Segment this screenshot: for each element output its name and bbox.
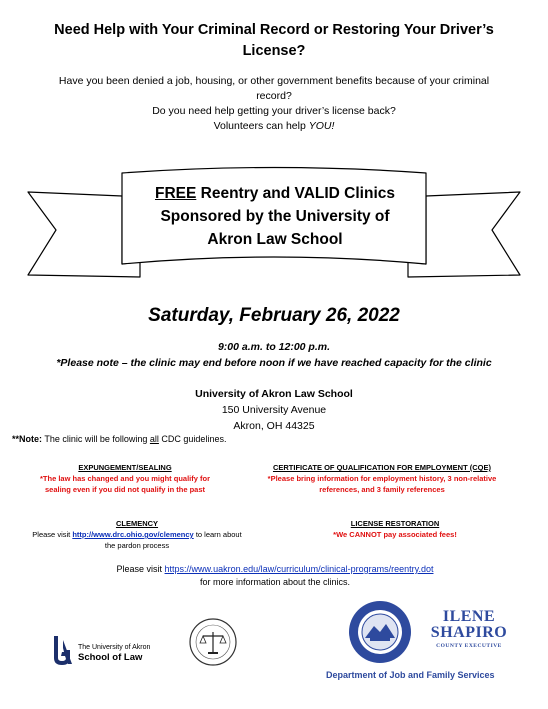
- section-expungement: [20, 462, 230, 495]
- expungement-line-2: sealing even if you did not qualify in the past: [44, 485, 206, 494]
- event-time-block: [0, 339, 548, 371]
- banner-line-1: [125, 182, 425, 205]
- ua-name: The University of Akron: [78, 644, 151, 651]
- section-cqe: [232, 462, 532, 495]
- heading-line-2: License?: [242, 43, 306, 59]
- more-info-prefix: Please visit: [116, 564, 165, 574]
- venue-name: University of Akron Law School: [195, 388, 353, 400]
- clemency-visit-text: Please visit: [32, 530, 73, 539]
- scales-seal-icon: [188, 617, 238, 667]
- county-executive-label: COUNTY EXECUTIVE: [436, 643, 502, 649]
- venue-street: 150 University Avenue: [221, 404, 327, 416]
- clemency-line-1: [12, 529, 262, 540]
- note-text-2: CDC guidelines.: [158, 434, 227, 444]
- heading-line-1: Need Help with Your Criminal Record or Restoring Your Driver’s: [54, 22, 494, 38]
- license-line-1: *We CANNOT pay associated fees!: [333, 530, 457, 539]
- intro-question-1a: Have you been denied a job, housing, or other government benefits because of your criminal: [58, 75, 490, 87]
- cqe-title: CERTIFICATE OF QUALIFICATION FOR EMPLOYMENT (CQE): [272, 463, 492, 472]
- cdc-note: [12, 434, 226, 444]
- more-info-line-2: for more information about the clinics.: [199, 577, 351, 587]
- more-info-line-1: [90, 563, 460, 576]
- banner-line-2: Sponsored by the University of: [160, 208, 390, 225]
- clemency-learn-text: to learn about: [193, 530, 242, 539]
- reentry-link[interactable]: https://www.uakron.edu/law/curriculum/clinical-programs/reentry.dot: [164, 564, 434, 574]
- flyer-heading: [14, 20, 534, 62]
- clemency-title: CLEMENCY: [115, 519, 159, 528]
- more-info: [90, 563, 460, 589]
- clemency-link[interactable]: http://www.drc.ohio.gov/clemency: [72, 530, 194, 539]
- cqe-line-2: references, and 3 family references: [319, 485, 445, 494]
- banner-free: FREE: [154, 185, 197, 202]
- banner-clinics: Reentry and VALID Clinics: [196, 185, 395, 202]
- ilene-last-name: SHAPIRO: [430, 624, 508, 641]
- ilene-shapiro-logo: [414, 609, 524, 649]
- intro-question-1b: record?: [256, 90, 292, 102]
- event-date: Saturday, February 26, 2022: [148, 305, 400, 326]
- capacity-note: *Please note – the clinic may end before noon if we have reached capacity for the clinic: [56, 357, 492, 369]
- intro-question-3: [20, 119, 528, 134]
- venue-address: [150, 386, 398, 434]
- county-of-summit-seal-icon: [348, 600, 412, 664]
- section-clemency: [12, 518, 262, 551]
- ua-logo-text: [78, 643, 150, 663]
- ua-logo-icon: [52, 636, 74, 666]
- intro-you-emphasis: YOU!: [308, 120, 335, 132]
- event-time: 9:00 a.m. to 12:00 p.m.: [217, 341, 331, 353]
- banner-title: [125, 182, 425, 251]
- intro-volunteers-text: Volunteers can help: [213, 120, 309, 132]
- expungement-title: EXPUNGEMENT/SEALING: [78, 463, 172, 472]
- intro-question-2: Do you need help getting your driver’s license back?: [152, 105, 396, 117]
- license-title: LICENSE RESTORATION: [350, 519, 440, 528]
- clemency-line-2: the pardon process: [104, 541, 170, 550]
- note-emphasis: all: [149, 434, 159, 444]
- note-text-1: The clinic will be following: [42, 434, 150, 444]
- cqe-line-1: *Please bring information for employment history, 3 non-relative: [267, 474, 497, 483]
- banner-line-3: Akron Law School: [207, 231, 343, 248]
- note-label: **Note:: [12, 434, 43, 444]
- section-license-restoration: [300, 518, 490, 540]
- venue-city: Akron, OH 44325: [233, 420, 315, 432]
- ilene-first-name: ILENE: [442, 608, 496, 625]
- ua-school-of-law: School of Law: [78, 652, 143, 663]
- intro-questions: [20, 74, 528, 134]
- djfs-label: Department of Job and Family Services: [326, 670, 495, 680]
- expungement-line-1: *The law has changed and you might qualify for: [39, 474, 211, 483]
